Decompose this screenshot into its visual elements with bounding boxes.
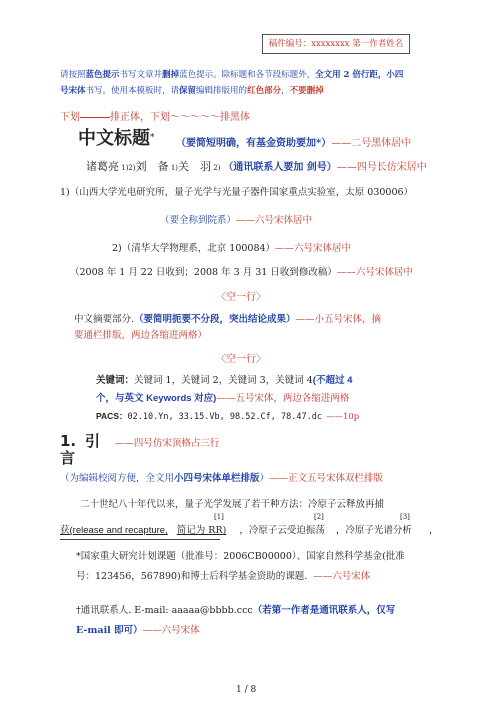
funding-footnote-line-2 [76, 568, 370, 582]
instruction-text: 书写。使用本模板时，请 [85, 86, 180, 96]
instruction-line-2 [60, 84, 324, 96]
instruction-red: 红色部分 [247, 86, 282, 96]
layout-hint: ） [259, 473, 270, 484]
authors-style-note: ——四号长仿宋居中 [336, 162, 427, 173]
manuscript-number-box [262, 34, 410, 54]
title-footnote-mark: * [150, 133, 155, 143]
instruction-bold: 蓝色提示 [85, 70, 120, 80]
reference-mark: [3] [400, 513, 410, 521]
section-title: 引 [85, 432, 101, 450]
section-number: 1. [60, 432, 77, 450]
affiliation-1: 1)（山西大学光电研究所，量子光学与光量子器件国家重点实验室，太原 030006） [60, 187, 414, 198]
instruction-text: 请按照 [60, 70, 86, 80]
contact-hint: （若第一作者是通讯联系人，仅写 [252, 605, 396, 616]
received-dates-note: ——六号宋体居中 [336, 267, 413, 278]
footnote-divider [60, 539, 220, 540]
body-text: ，冷原子光谱分析 [335, 525, 412, 536]
keywords-line-1 [96, 372, 352, 386]
author-affiliation-mark: 1)2) [121, 164, 136, 172]
instruction-bold: 全文用 2 倍行距，小四 [315, 70, 404, 80]
author-affiliation-mark: 1) [170, 164, 179, 172]
keywords-list: 关键词 1，关键词 2，关键词 3，关键词 4 [134, 375, 313, 386]
author-name: 刘 备 [135, 160, 169, 173]
body-text-line-2 [60, 522, 438, 536]
instruction-text: 书写文章并 [119, 70, 163, 80]
instruction-line-1 [60, 68, 403, 80]
body-text-abbr: 简记为 RR) [176, 525, 227, 536]
page-number: 1 / 8 [236, 685, 257, 695]
instruction-bold: 保留 [179, 86, 197, 96]
section-title-continued: 言 [60, 449, 76, 467]
affiliation-hint: （要全称到院系） [160, 215, 237, 226]
contact-footnote: †通讯联系人. E-mail: aaaaa@bbbb.ccc [76, 605, 253, 616]
manuscript-number: 稿件编号：xxxxxxxx 第一作者姓名 [268, 39, 404, 49]
underline-label: 排黑体 [220, 112, 250, 123]
abstract-text: 中文摘要部分. [74, 314, 135, 325]
underline-label: 下划 [60, 112, 80, 123]
abstract-hint: （要简明扼要不分段，突出结论成果） [134, 314, 296, 325]
title-hint: （要简短明确，有基金资助要加*） [176, 138, 332, 149]
instruction-text: ， [281, 86, 290, 96]
layout-hint-bold: 小四号宋体单栏排版 [174, 473, 260, 484]
received-dates: （2008 年 1 月 22 日收到；2008 年 3 月 31 日收到修改稿） [70, 267, 337, 278]
pacs-label: PACS： [96, 411, 128, 421]
author-name: 关 羽 [178, 160, 212, 173]
contact-note: ——六号宋体 [142, 625, 200, 636]
abstract-line-1 [74, 311, 381, 325]
body-text: ， [428, 525, 439, 536]
author-name: 诸葛亮 [86, 160, 119, 173]
pacs-note: ——10p [325, 412, 360, 422]
funding-footnote: 号：123456，567890)和博士后科学基金资助的课题. [76, 571, 308, 582]
affiliation-2-line [112, 240, 351, 254]
instruction-bold: 号宋体 [60, 86, 86, 96]
funding-footnote-line-1: *国家重大研究计划课题（批准号：2006CB00000）、国家自然科学基金(批准 [76, 551, 405, 562]
title-line [78, 124, 155, 150]
body-text: ，冷原子云受迫振荡 [239, 525, 325, 536]
abstract-note: ——小五号宋体，摘 [295, 314, 382, 325]
section-style-note: ——四号仿宋顶格占三行 [114, 438, 220, 449]
layout-hint-line [60, 470, 383, 484]
abstract-note-line-2: 要通栏排版，两边各缩进两格） [74, 330, 208, 341]
affiliation-2-note: ——六号宋体居中 [275, 243, 352, 254]
keywords-note: ——五号宋体，两边各缩进两格 [216, 393, 350, 404]
body-text-en: 获(release and recapture, [60, 525, 168, 536]
underline-note [60, 108, 250, 123]
keywords-label: 关键词： [96, 375, 135, 386]
affiliation-2: 2)（清华大学物理系，北京 100084） [112, 243, 276, 254]
title-hint-line [176, 134, 411, 149]
title-style-note: ——二号黑体居中 [331, 138, 412, 149]
layout-note: ——正文五号宋体双栏排版 [269, 473, 384, 484]
contact-footnote-line-1 [76, 602, 395, 616]
affiliation-hint-note: ——六号宋体居中 [236, 215, 313, 226]
keywords-hint: (不超过 4 [312, 375, 353, 386]
page-title: 中文标题 [78, 128, 150, 149]
instruction-bold: 删掉 [162, 70, 180, 80]
received-dates-line [70, 264, 413, 278]
keywords-hint: 个，与英文 Keywords 对应) [96, 393, 217, 404]
contact-footnote-line-2 [76, 622, 200, 636]
instruction-text: 编辑排版用的 [196, 86, 248, 96]
pacs-values: 02.10.Yn, 33.15.Vb, 98.52.Cf, 78.47.dc [127, 412, 322, 422]
blank-line-marker: 〈空一行〉 [216, 354, 266, 365]
layout-hint: （为编辑校阅方便，全文用 [60, 473, 175, 484]
reference-mark: [1] [214, 513, 224, 521]
blank-line-marker: 〈空一行〉 [216, 292, 266, 303]
affiliation-hint-line [160, 212, 312, 226]
instruction-text: 蓝色提示。除标题和各节段标题外， [179, 70, 316, 80]
instruction-red: 不要删掉 [289, 86, 324, 96]
authors-line [86, 158, 427, 174]
reference-mark: [2] [314, 513, 324, 521]
underline-sample [80, 117, 110, 118]
pacs-line [96, 410, 359, 422]
authors-hint: （通讯联系人要加 剑号） [223, 162, 337, 173]
wave-underline-sample: ～～～～～ [170, 112, 220, 123]
section-heading [60, 430, 219, 451]
body-text-line-1: 二十世纪八十年代以来，量子光学发展了若干种方法：冷原子云释放再捕 [80, 499, 385, 510]
author-affiliation-mark: 2) [213, 164, 221, 172]
keywords-line-2 [96, 390, 349, 404]
contact-hint: E-mail 即可） [76, 625, 143, 636]
funding-note: ——六号宋体 [313, 571, 371, 582]
underline-label: 排正体，下划 [110, 112, 170, 123]
